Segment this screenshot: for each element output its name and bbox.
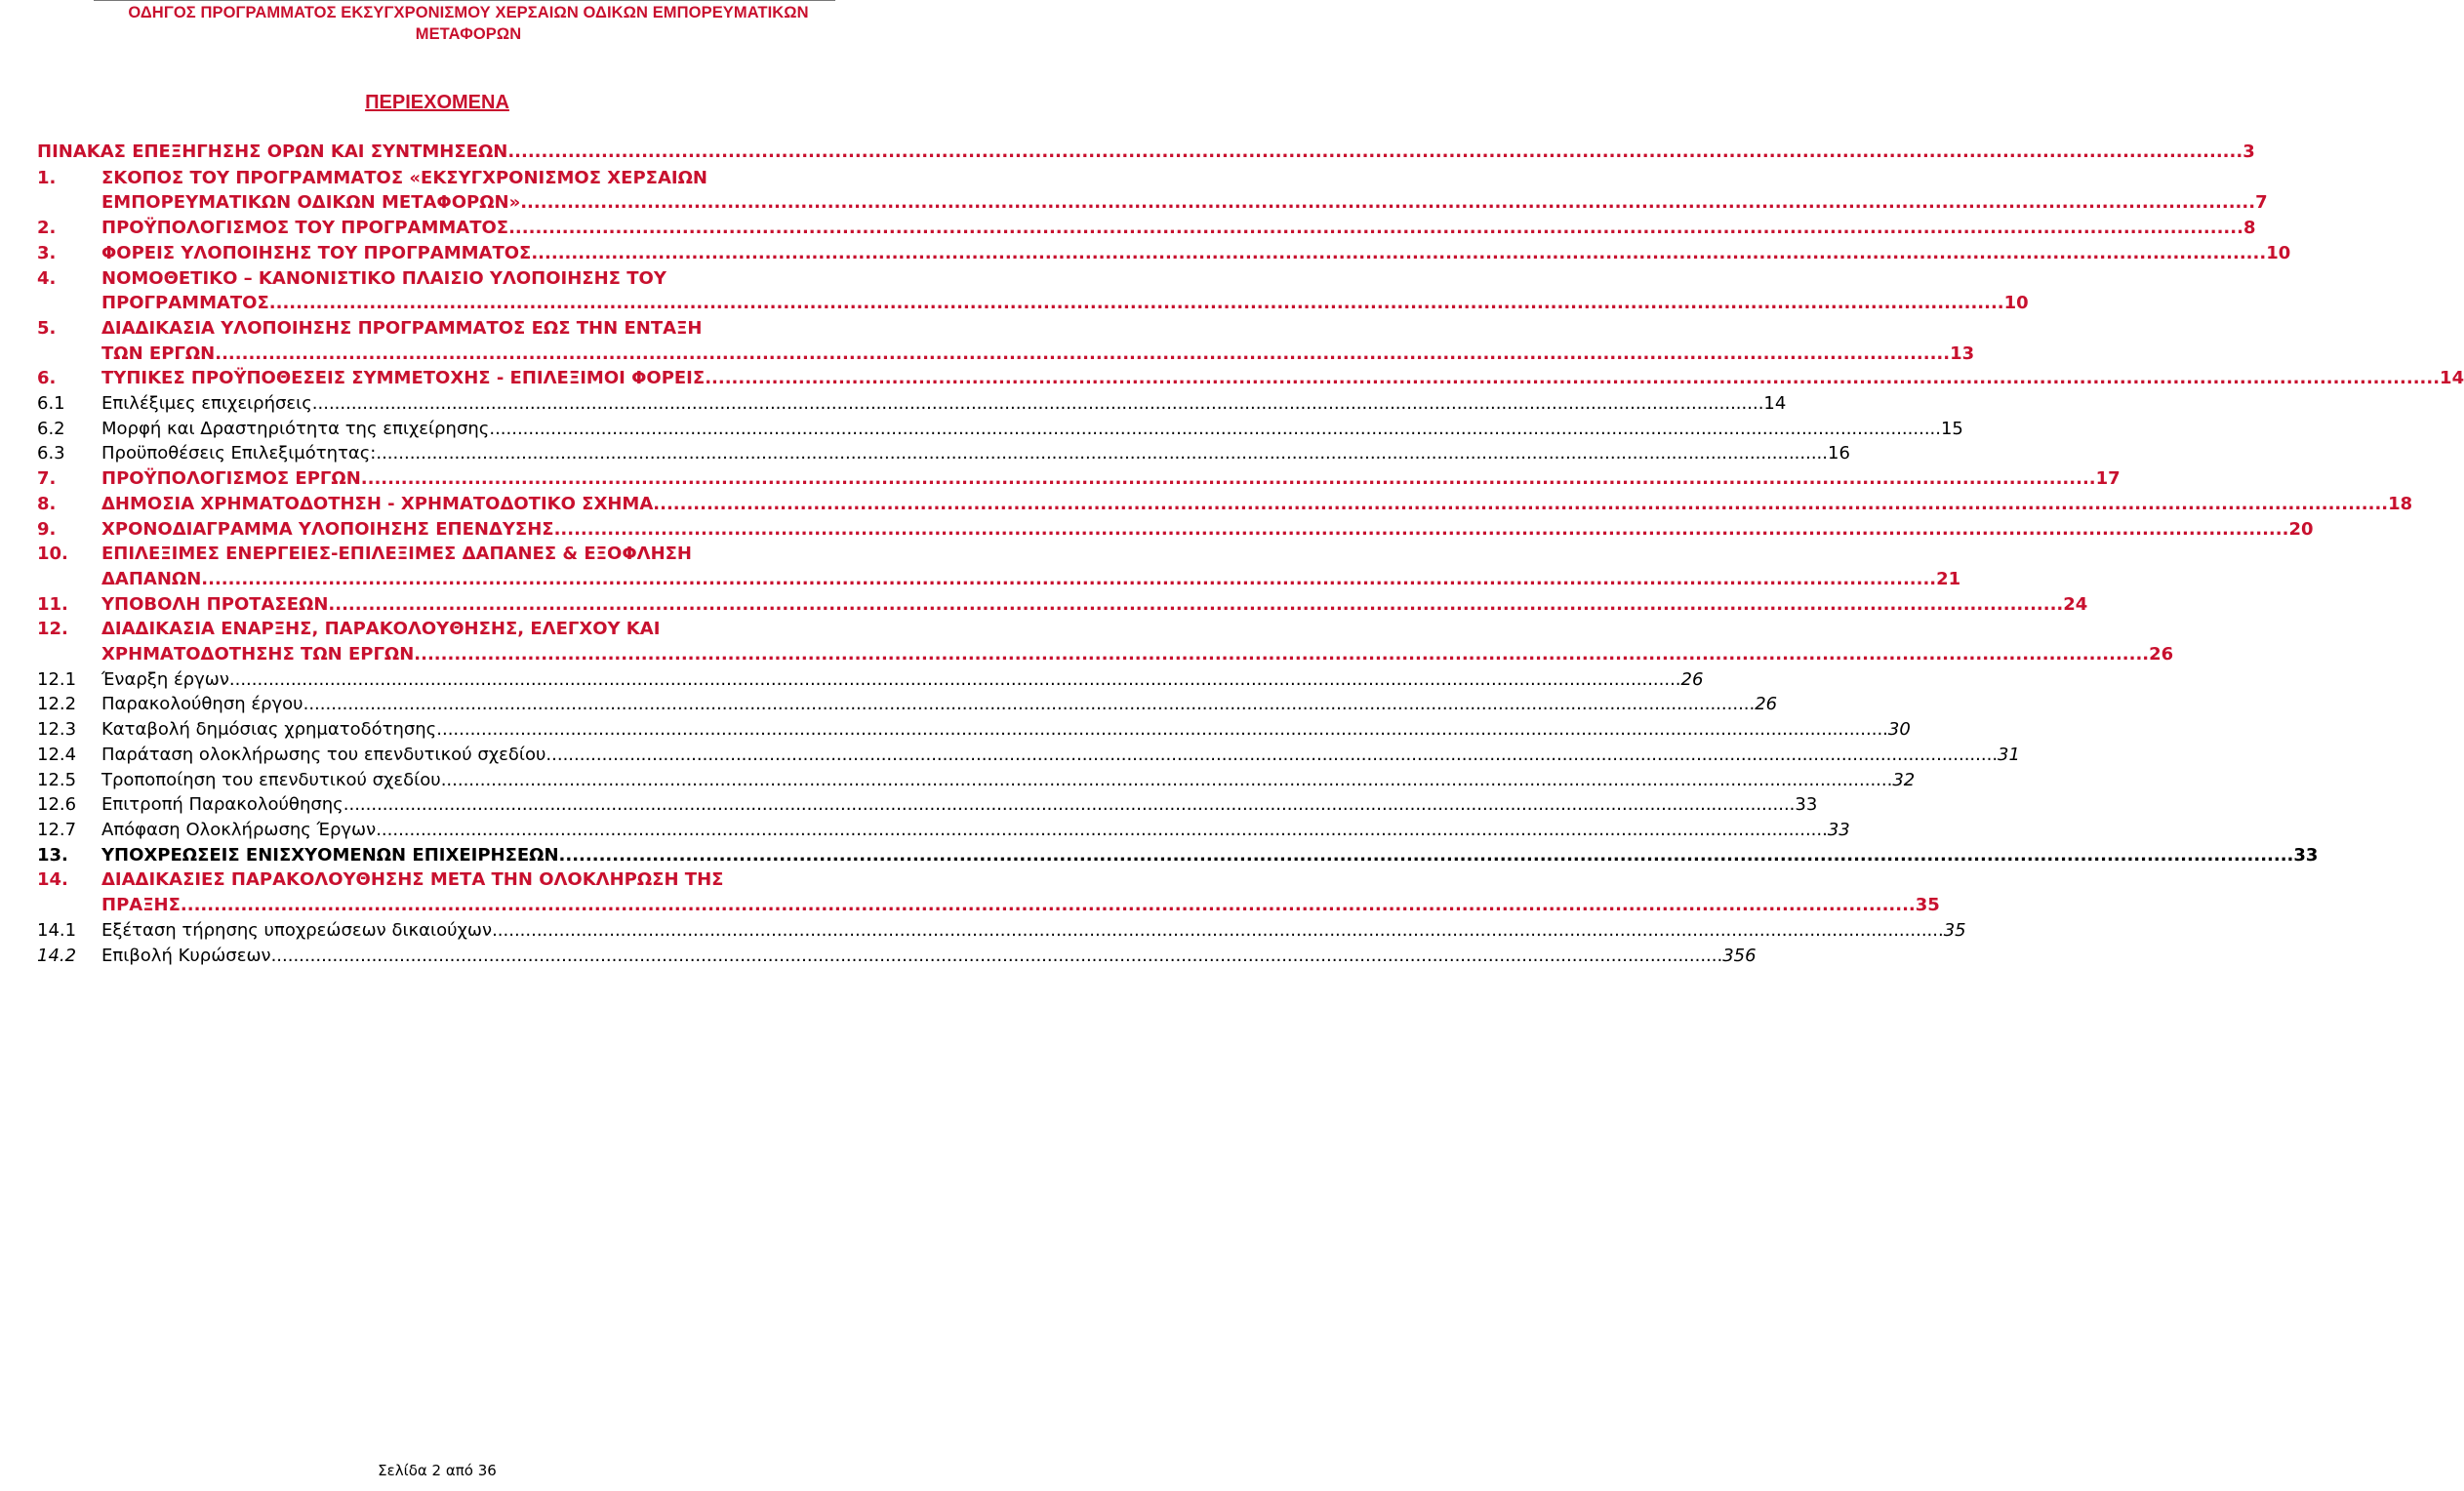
- toc-entry[interactable]: [37, 166, 2268, 216]
- toc-entry-line: [101, 241, 2291, 266]
- toc-entry-title: Παράταση ολοκλήρωσης του επενδυτικού σχεδίου: [101, 744, 546, 765]
- toc-entry-line: [101, 792, 1818, 818]
- toc-entry-number: 14.2: [37, 945, 77, 966]
- toc-entry[interactable]: [37, 843, 2319, 868]
- toc-entry-title: ΠΡΑΞΗΣ: [101, 895, 181, 916]
- toc-entry-page: 15: [1940, 418, 1963, 439]
- toc-entry-line: [101, 692, 1778, 717]
- toc-entry-page: 32: [1892, 769, 1916, 790]
- toc-entry-line: [101, 567, 1961, 592]
- dot-leader: ....................................................................................................................................................................................................................................................................: [376, 443, 1828, 464]
- toc-entry-number: 12.1: [37, 668, 77, 690]
- toc-entry-title: ΣΚΟΠΟΣ ΤΟΥ ΠΡΟΓΡΑΜΜΑΤΟΣ «ΕΚΣΥΓΧΡΟΝΙΣΜΟΣ ΧΕΡΣΑΙΩΝ: [101, 167, 707, 188]
- toc-entry-line: [101, 592, 2088, 618]
- toc-entry-title: ΔΙΑΔΙΚΑΣΙΕΣ ΠΑΡΑΚΟΛΟΥΘΗΣΗΣ ΜΕΤΑ ΤΗΝ ΟΛΟΚΛΗΡΩΣΗ ΤΗΣ: [101, 869, 724, 891]
- toc-entry-page: 356: [1722, 945, 1757, 966]
- toc-entry-number: 4.: [37, 267, 57, 289]
- dot-leader: ....................................................................................................................................................................................................................................................................: [215, 343, 1951, 364]
- toc-entry-number: 11.: [37, 593, 68, 615]
- toc-entry-title: Απόφαση Ολοκλήρωσης Έργων: [101, 819, 377, 840]
- toc-entry[interactable]: [37, 417, 1963, 442]
- toc-entry-title: ΔΗΜΟΣΙΑ ΧΡΗΜΑΤΟΔΟΤΗΣΗ - ΧΡΗΜΑΤΟΔΟΤΙΚΟ ΣΧΗΜΑ: [101, 493, 654, 514]
- toc-entry-number: 12.5: [37, 769, 77, 790]
- dot-leader: ....................................................................................................................................................................................................................................................................: [545, 744, 1999, 765]
- toc-entry-line: [101, 867, 921, 893]
- toc-entry-title: Επιλέξιμες επιχειρήσεις: [101, 393, 312, 415]
- document-header: [0, 2, 937, 45]
- toc-entry-page: 35: [1943, 919, 1966, 941]
- toc-entry[interactable]: [37, 140, 2255, 166]
- toc-entry-title: ΥΠΟΧΡΕΩΣΕΙΣ ΕΝΙΣΧΥΟΜΕΝΩΝ ΕΠΙΧΕΙΡΗΣΕΩΝ: [101, 844, 559, 866]
- toc-entry[interactable]: [37, 441, 1850, 466]
- toc-entry-line: [101, 466, 2121, 492]
- dot-leader: ....................................................................................................................................................................................................................................................................: [553, 518, 2289, 540]
- toc-entry-title: ΧΡΗΜΑΤΟΔΟΤΗΣΗΣ ΤΩΝ ΕΡΓΩΝ: [101, 644, 415, 665]
- toc-entry-number: 12.: [37, 619, 68, 640]
- toc-entry[interactable]: [37, 466, 2121, 492]
- toc-entry-line: [101, 342, 1975, 367]
- toc-entry-title: ΕΠΙΛΕΞΙΜΕΣ ΕΝΕΡΓΕΙΕΣ-ΕΠΙΛΕΞΙΜΕΣ ΔΑΠΑΝΕΣ & ΕΞΟΦΛΗΣΗ: [101, 544, 692, 565]
- toc-entry-number: 6.: [37, 368, 57, 389]
- dot-leader: ....................................................................................................................................................................................................................................................................: [705, 368, 2441, 389]
- table-of-contents: [37, 140, 2464, 968]
- toc-entry-line: [101, 391, 1787, 417]
- toc-entry[interactable]: [37, 717, 1911, 743]
- toc-entry-line: [101, 517, 2314, 543]
- toc-entry-line: [101, 441, 1850, 466]
- toc-entry-line: [101, 818, 1850, 843]
- toc-entry-title: Τροποποίηση του επενδυτικού σχεδίου: [101, 769, 441, 790]
- toc-entry[interactable]: [37, 818, 1850, 843]
- dot-leader: ....................................................................................................................................................................................................................................................................: [436, 719, 1888, 741]
- toc-entry-number: 14.1: [37, 919, 77, 941]
- toc-entry[interactable]: [37, 918, 1966, 944]
- toc-entry-number: 12.3: [37, 719, 77, 741]
- toc-entry-line: [101, 667, 1704, 693]
- toc-entry-title: ΠΡΟΫΠΟΛΟΓΙΣΜΟΣ ΕΡΓΩΝ: [101, 468, 361, 490]
- page-footer: Σελίδα 2 από 36: [378, 1462, 497, 1479]
- toc-entry-title: Επιβολή Κυρώσεων: [101, 945, 271, 966]
- toc-entry-page: 33: [1827, 819, 1850, 840]
- toc-entry[interactable]: [37, 592, 2088, 618]
- dot-leader: ....................................................................................................................................................................................................................................................................: [180, 895, 1916, 916]
- toc-entry-title: ΝΟΜΟΘΕΤΙΚΟ – ΚΑΝΟΝΙΣΤΙΚΟ ΠΛΑΙΣΙΟ ΥΛΟΠΟΙΗΣΗΣ ΤΟΥ: [101, 267, 666, 289]
- toc-entry-page: 14: [1763, 393, 1787, 415]
- toc-entry[interactable]: [37, 391, 1787, 417]
- dot-leader: ....................................................................................................................................................................................................................................................................: [653, 493, 2389, 514]
- dot-leader: ....................................................................................................................................................................................................................................................................: [360, 468, 2096, 490]
- toc-entry-title: ΦΟΡΕΙΣ ΥΛΟΠΟΙΗΣΗΣ ΤΟΥ ΠΡΟΓΡΑΜΜΑΤΟΣ: [101, 242, 532, 263]
- toc-entry-title: ΠΡΟΫΠΟΛΟΓΙΣΜΟΣ ΤΟΥ ΠΡΟΓΡΑΜΜΑΤΟΣ: [101, 218, 509, 239]
- toc-entry-page: 14: [2440, 368, 2464, 389]
- toc-entry[interactable]: [37, 692, 1778, 717]
- dot-leader: ....................................................................................................................................................................................................................................................................: [414, 644, 2150, 665]
- toc-entry-title: ΧΡΟΝΟΔΙΑΓΡΑΜΜΑ ΥΛΟΠΟΙΗΣΗΣ ΕΠΕΝΔΥΣΗΣ: [101, 518, 554, 540]
- toc-entry-page: 24: [2063, 593, 2088, 615]
- toc-entry-title: Μορφή και Δραστηριότητα της επιχείρησης: [101, 418, 490, 439]
- toc-entry-number: 8.: [37, 493, 57, 514]
- toc-entry[interactable]: [37, 867, 1940, 917]
- toc-entry-page: 33: [2293, 844, 2319, 866]
- toc-entry-title: ΤΩΝ ΕΡΓΩΝ: [101, 343, 216, 364]
- toc-entry-page: 16: [1828, 443, 1850, 464]
- dot-leader: ....................................................................................................................................................................................................................................................................: [303, 694, 1756, 715]
- toc-entry-line: [101, 492, 2413, 517]
- toc-entry-title: ΔΙΑΔΙΚΑΣΙΑ ΥΛΟΠΟΙΗΣΗΣ ΠΡΟΓΡΑΜΜΑΤΟΣ ΕΩΣ ΤΗΝ ΕΝΤΑΞΗ: [101, 317, 703, 339]
- toc-entry[interactable]: [37, 241, 2291, 266]
- dot-leader: ....................................................................................................................................................................................................................................................................: [508, 218, 2243, 239]
- toc-entry-line: [37, 140, 2255, 165]
- dot-leader: ....................................................................................................................................................................................................................................................................: [558, 844, 2294, 866]
- header-line-1: ΟΔΗΓΟΣ ΠΡΟΓΡΑΜΜΑΤΟΣ ΕΚΣΥΓΧΡΟΝΙΣΜΟΥ ΧΕΡΣΑΙΩΝ ΟΔΙΚΩΝ ΕΜΠΟΡΕΥΜΑΤΙΚΩΝ: [128, 4, 809, 21]
- toc-entry-title: Έναρξη έργων: [101, 668, 229, 690]
- toc-entry-page: 26: [1755, 694, 1778, 715]
- toc-entry-number: 12.4: [37, 744, 77, 765]
- toc-entry[interactable]: [37, 542, 1961, 591]
- toc-entry[interactable]: [37, 316, 1975, 366]
- toc-entry-title: ΤΥΠΙΚΕΣ ΠΡΟΫΠΟΘΕΣΕΙΣ ΣΥΜΜΕΤΟΧΗΣ - ΕΠΙΛΕΞΙΜΟΙ ΦΟΡΕΙΣ: [101, 368, 706, 389]
- toc-entry-line: [101, 642, 2174, 667]
- toc-entry-page: 13: [1950, 343, 1975, 364]
- dot-leader: ....................................................................................................................................................................................................................................................................: [492, 919, 1944, 941]
- toc-entry-line: [101, 768, 1916, 793]
- toc-entry-page: 3: [2242, 141, 2255, 162]
- toc-entry-number: 12.2: [37, 694, 77, 715]
- toc-entry[interactable]: [37, 944, 1757, 969]
- toc-entry-number: 5.: [37, 317, 57, 339]
- toc-entry-title: ΔΑΠΑΝΩΝ: [101, 568, 202, 589]
- toc-entry-page: 33: [1795, 794, 1818, 816]
- toc-entry-line: [101, 266, 921, 292]
- dot-leader: ....................................................................................................................................................................................................................................................................: [440, 769, 1893, 790]
- header-rule: [94, 0, 835, 1]
- toc-entry-page: 20: [2288, 518, 2314, 540]
- toc-entry-page: 35: [1915, 895, 1940, 916]
- toc-title: ΠΕΡΙΕΧΟΜΕΝΑ: [365, 92, 509, 113]
- toc-entry-title: Επιτροπή Παρακολούθησης: [101, 794, 343, 816]
- toc-entry[interactable]: [37, 517, 2314, 543]
- dot-leader: ....................................................................................................................................................................................................................................................................: [228, 668, 1681, 690]
- toc-entry-number: 13.: [37, 844, 68, 866]
- toc-entry-number: 9.: [37, 518, 57, 540]
- toc-entry-page: 30: [1887, 719, 1911, 741]
- dot-leader: ....................................................................................................................................................................................................................................................................: [270, 945, 1723, 966]
- toc-entry-line: [101, 918, 1966, 944]
- toc-entry-line: [101, 366, 2464, 391]
- toc-entry-number: 10.: [37, 544, 68, 565]
- dot-leader: ....................................................................................................................................................................................................................................................................: [201, 568, 1937, 589]
- toc-entry-line: [101, 166, 921, 191]
- header-line-2: ΜΕΤΑΦΟΡΩΝ: [415, 25, 522, 43]
- toc-entry[interactable]: [37, 492, 2413, 517]
- toc-entry-page: 26: [2149, 644, 2174, 665]
- toc-entry[interactable]: [37, 743, 2020, 768]
- toc-entry-number: 3.: [37, 242, 57, 263]
- toc-entry-page: 10: [2003, 293, 2029, 314]
- toc-entry-line: [101, 216, 2256, 241]
- dot-leader: ....................................................................................................................................................................................................................................................................: [489, 418, 1941, 439]
- toc-entry-number: 6.1: [37, 393, 65, 415]
- toc-entry[interactable]: [37, 366, 2464, 391]
- toc-entry-line: [101, 717, 1911, 743]
- toc-entry-number: 1.: [37, 167, 57, 188]
- toc-entry-line: [101, 893, 1940, 918]
- toc-entry-number: 12.6: [37, 794, 77, 816]
- toc-entry-line: [101, 617, 921, 642]
- toc-entry-line: [101, 316, 921, 342]
- toc-entry-line: [101, 190, 2268, 216]
- toc-entry-number: 2.: [37, 218, 57, 239]
- toc-entry-line: [101, 291, 2029, 316]
- toc-entry-line: [101, 944, 1757, 969]
- dot-leader: ....................................................................................................................................................................................................................................................................: [520, 192, 2256, 214]
- toc-entry-title: ΔΙΑΔΙΚΑΣΙΑ ΕΝΑΡΞΗΣ, ΠΑΡΑΚΟΛΟΥΘΗΣΗΣ, ΕΛΕΓΧΟΥ ΚΑΙ: [101, 619, 661, 640]
- toc-entry-page: 10: [2266, 242, 2291, 263]
- dot-leader: ....................................................................................................................................................................................................................................................................: [343, 794, 1796, 816]
- toc-entry[interactable]: [37, 792, 1818, 818]
- toc-entry-number: 6.3: [37, 443, 65, 464]
- toc-entry[interactable]: [37, 266, 2029, 316]
- toc-entry-title: ΠΡΟΓΡΑΜΜΑΤΟΣ: [101, 293, 269, 314]
- toc-entry-title: Καταβολή δημόσιας χρηματοδότησης: [101, 719, 437, 741]
- dot-leader: ....................................................................................................................................................................................................................................................................: [268, 293, 2004, 314]
- toc-entry-page: 21: [1936, 568, 1961, 589]
- dot-leader: ....................................................................................................................................................................................................................................................................: [507, 141, 2243, 162]
- toc-entry[interactable]: [37, 667, 1704, 693]
- toc-entry[interactable]: [37, 617, 2174, 666]
- toc-entry-page: 8: [2242, 218, 2256, 239]
- toc-entry-page: 31: [1998, 744, 2020, 765]
- toc-entry-title: Παρακολούθηση έργου: [101, 694, 303, 715]
- toc-entry[interactable]: [37, 216, 2256, 241]
- toc-entry-page: 18: [2388, 493, 2413, 514]
- toc-entry-page: 17: [2095, 468, 2121, 490]
- dot-leader: ....................................................................................................................................................................................................................................................................: [328, 593, 2064, 615]
- toc-entry-line: [101, 743, 2020, 768]
- toc-entry-title: Προϋποθέσεις Επιλεξιμότητας:: [101, 443, 377, 464]
- toc-entry-line: [101, 542, 921, 567]
- dot-leader: ....................................................................................................................................................................................................................................................................: [531, 242, 2267, 263]
- toc-entry-title: ΥΠΟΒΟΛΗ ΠΡΟΤΑΣΕΩΝ: [101, 593, 329, 615]
- dot-leader: ....................................................................................................................................................................................................................................................................: [311, 393, 1764, 415]
- toc-entry-title: ΠΙΝΑΚΑΣ ΕΠΕΞΗΓΗΣΗΣ ΟΡΩΝ ΚΑΙ ΣΥΝΤΜΗΣΕΩΝ: [37, 141, 508, 162]
- toc-entry-title: ΕΜΠΟΡΕΥΜΑΤΙΚΩΝ ΟΔΙΚΩΝ ΜΕΤΑΦΟΡΩΝ»: [101, 192, 521, 214]
- toc-entry-number: 14.: [37, 869, 68, 891]
- toc-entry-line: [101, 843, 2319, 868]
- toc-entry-number: 6.2: [37, 418, 65, 439]
- toc-entry-number: 12.7: [37, 819, 77, 840]
- toc-entry-number: 7.: [37, 468, 57, 490]
- toc-entry-line: [101, 417, 1963, 442]
- dot-leader: ....................................................................................................................................................................................................................................................................: [376, 819, 1828, 840]
- toc-entry-page: 7: [2255, 192, 2268, 214]
- toc-entry-page: 26: [1680, 668, 1704, 690]
- toc-entry-title: Εξέταση τήρησης υποχρεώσεων δικαιούχων: [101, 919, 493, 941]
- toc-entry[interactable]: [37, 768, 1916, 793]
